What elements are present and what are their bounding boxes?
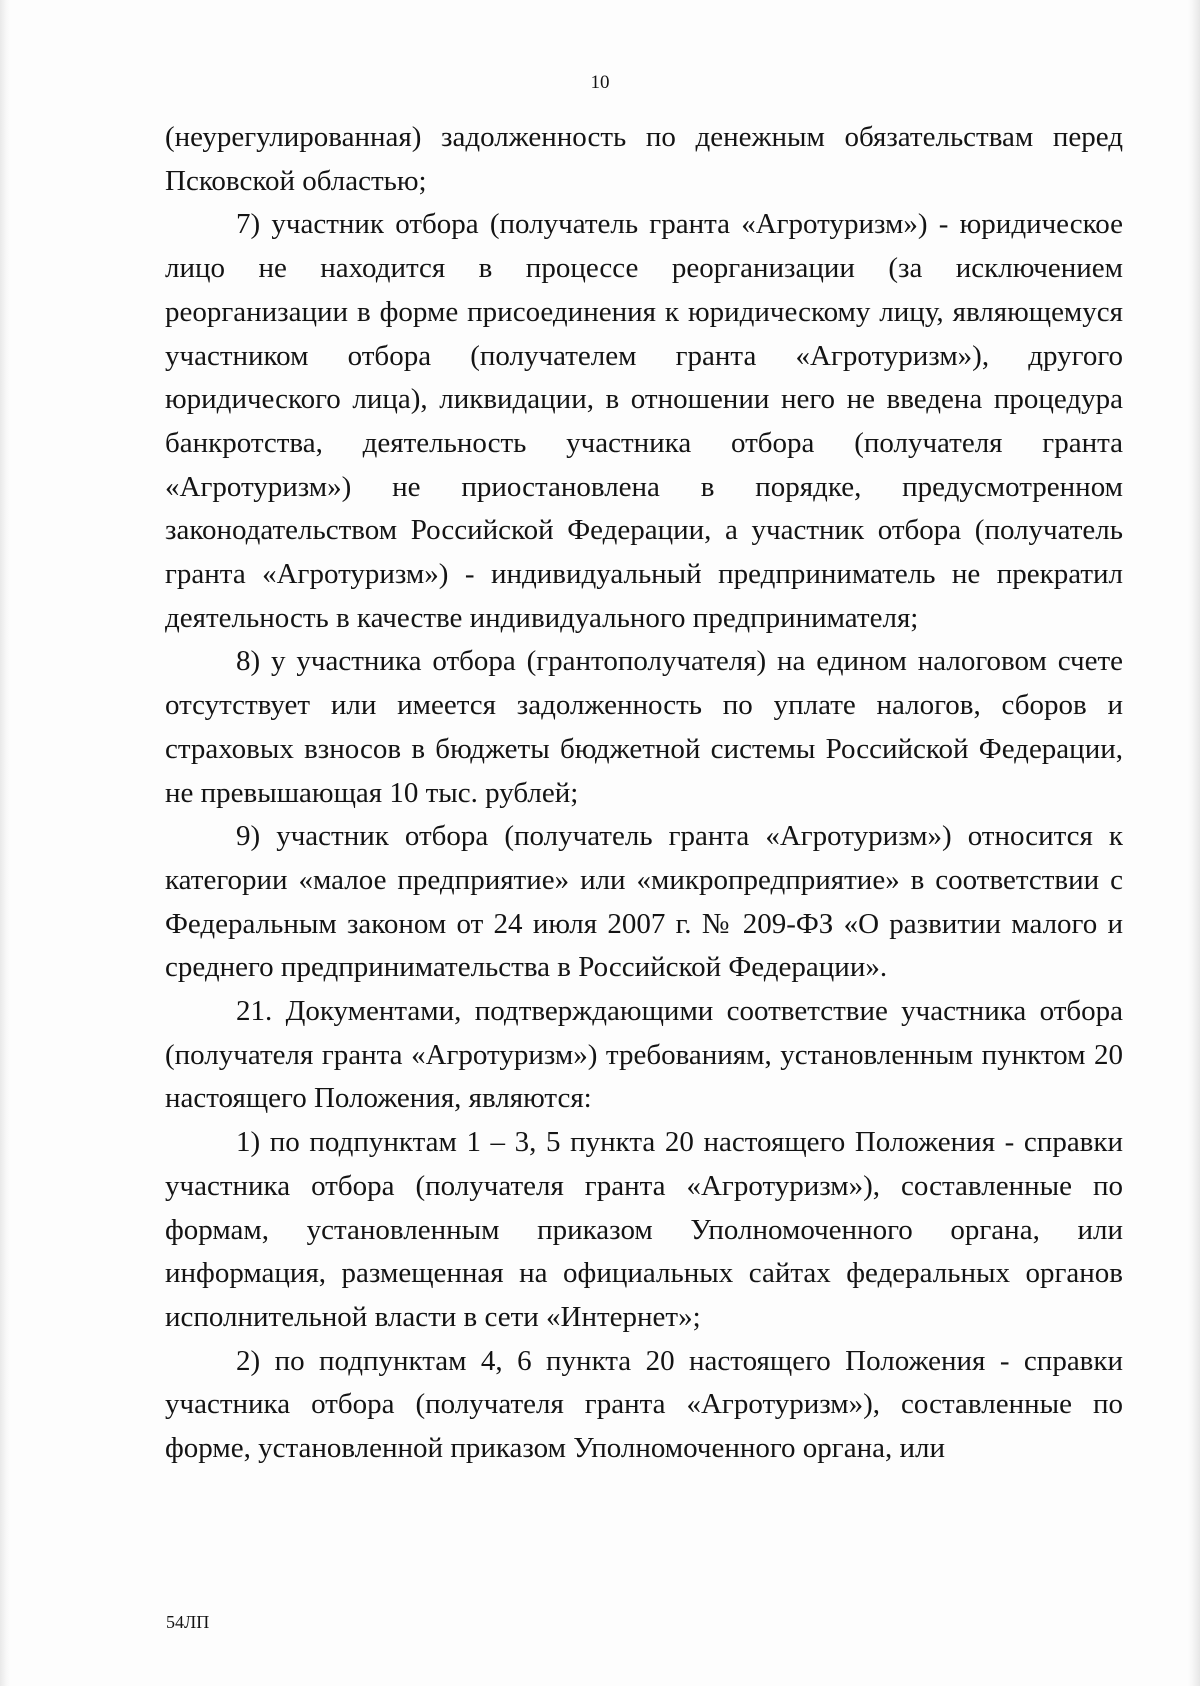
footer-document-code: 54ЛП	[166, 1612, 210, 1632]
paragraph-clause-21: 21. Документами, подтверждающими соответствие участника отбора (получателя гранта «Агротуризм») требованиям, установленным пунктом 20 настоящего Положения, являются:	[165, 995, 1123, 1115]
paragraph-subitem-2: 2) по подпунктам 4, 6 пункта 20 настоящего Положения - справки участника отбора (получателя гранта «Агротуризм»), составленные по форме, установленной приказом Уполномоченного органа, или	[165, 1344, 1123, 1465]
document-body	[165, 116, 1123, 1471]
paragraph-item-9: 9) участник отбора (получатель гранта «Агротуризм») относится к категории «малое предприятие» или «микропредприятие» в соответствии с Федеральным законом от 24 июля 2007 г. № 209-ФЗ «О развитии малого и среднего предпринимательства в Российской Федерации».	[165, 820, 1123, 984]
page-right-edge	[1188, 0, 1200, 1686]
paragraph-item-8: 8) у участника отбора (грантополучателя) на едином налоговом счете отсутствует или имеется задолженность по уплате налогов, сборов и страховых взносов в бюджеты бюджетной системы Российской Федерации, не превышающая 10 тыс. рублей;	[165, 645, 1123, 809]
paragraph-subitem-1: 1) по подпунктам 1 – 3, 5 пункта 20 настоящего Положения - справки участника отбора (получателя гранта «Агротуризм»), составленные по формам, установленным приказом Уполномоченного органа, или информация, размещенная на официальных сайтах федеральных органов исполнительной власти в сети «Интернет»;	[165, 1126, 1123, 1333]
page-number: 10	[590, 72, 610, 93]
page-left-edge	[0, 0, 10, 1686]
paragraph-continuation: (неурегулированная) задолженность по денежным обязательствам перед Псковской областью;	[165, 121, 1123, 197]
paragraph-item-7: 7) участник отбора (получатель гранта «Агротуризм») - юридическое лицо не находится в процессе реорганизации (за исключением реорганизации в форме присоединения к юридическому лицу, являющемуся участником отбора (получателем гранта «Агротуризм»), другого юридического лица), ликвидации, в отношении него не введена процедура банкротства, деятельность участника отбора (получателя гранта «Агротуризм») не приостановлена в порядке, предусмотренном законодательством Российской Федерации, а участник отбора (получатель гранта «Агротуризм») - индивидуальный предприниматель не прекратил деятельность в качестве индивидуального предпринимателя;	[165, 208, 1123, 634]
